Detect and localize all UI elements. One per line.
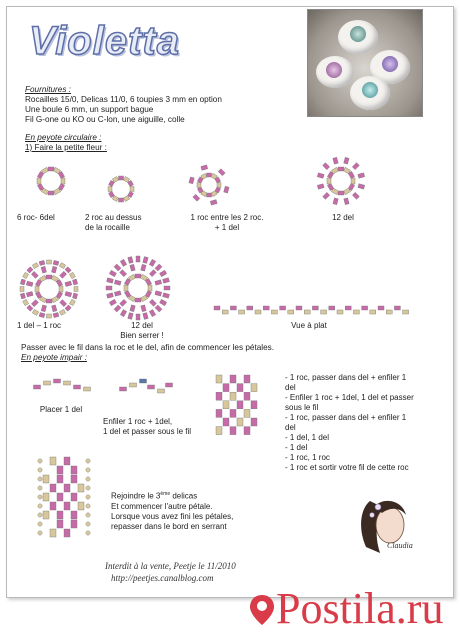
pattern-sheet (6, 6, 454, 598)
ring-diagram-6 (105, 255, 171, 321)
bead (216, 375, 222, 383)
bead (84, 387, 91, 391)
bead (78, 502, 84, 510)
caption-step-1: 6 roc- 6del (17, 213, 55, 222)
bead (114, 291, 121, 296)
bead (51, 305, 56, 312)
bead (26, 281, 33, 286)
instruction-text: Passer avec le fil dans la roc et le del, afin de commencer les pétales. (21, 343, 275, 352)
bead (64, 381, 71, 385)
bead (312, 306, 318, 310)
bead (38, 522, 42, 526)
bead (135, 298, 141, 302)
bead (50, 502, 56, 510)
bead (64, 484, 70, 492)
bead (38, 468, 42, 472)
ring-diagram-3 (187, 163, 231, 207)
place-del-diagram (31, 375, 93, 395)
caption-step-3: 1 roc entre les 2 roc. + 1 del (190, 213, 264, 232)
full-petal-diagram (37, 455, 91, 539)
bead (230, 392, 236, 400)
bead (164, 286, 170, 290)
join-line: repasser dans le bord en serrant (111, 521, 227, 531)
pin-icon (248, 593, 276, 627)
bead (50, 457, 56, 465)
bead (155, 264, 162, 271)
join-line: Lorsque vous avez fini les pétales, (111, 511, 234, 521)
bead (69, 299, 75, 305)
bead (54, 379, 61, 383)
bead (216, 409, 222, 417)
step-item: - 1 roc, 1 roc (285, 453, 330, 462)
bead (61, 178, 65, 184)
thread-diagram (117, 375, 173, 397)
bead (71, 511, 77, 519)
bead (34, 385, 41, 389)
bead (60, 300, 67, 307)
bead (86, 522, 90, 526)
bead (50, 529, 56, 537)
bead (135, 274, 141, 278)
bead (141, 264, 146, 271)
bead (53, 313, 59, 318)
bead (65, 267, 71, 273)
bead (323, 192, 330, 199)
join-pre: Rejoindre le 3 (111, 491, 161, 501)
bead (120, 270, 127, 277)
supplies-line: Rocailles 15/0, Delicas 11/0, 6 toupies 3 mm en option (25, 95, 222, 104)
bead (73, 293, 78, 299)
bead (57, 511, 63, 519)
bead (149, 259, 155, 266)
circular-heading: En peyote circulaire : (25, 133, 102, 142)
bead (149, 270, 156, 277)
ring-diagram-1 (33, 163, 69, 199)
bead (74, 287, 78, 292)
bead (57, 493, 63, 501)
bead (114, 264, 121, 271)
bead (224, 186, 229, 193)
bead (352, 163, 359, 170)
bead (114, 280, 121, 285)
odd-peyote-heading: En peyote impair : (21, 353, 87, 362)
bead (38, 531, 42, 535)
bead (38, 486, 42, 490)
flat-view-diagram (213, 303, 413, 317)
bead (57, 520, 63, 528)
bead (344, 157, 349, 164)
bead (71, 466, 77, 474)
bead (345, 306, 351, 310)
bead (237, 418, 243, 426)
postila-watermark (248, 583, 443, 634)
supplies-line: Fil G-one ou KO ou C-lon, une aiguille, colle (25, 115, 185, 124)
bead (338, 167, 344, 171)
join-post: delicas (170, 491, 198, 501)
bead (239, 310, 245, 314)
bead (149, 310, 155, 317)
bead (271, 310, 277, 314)
bead (32, 309, 38, 315)
bead (244, 427, 250, 435)
footer-notice: Interdit à la vente, Peetje le 11/2010 (105, 561, 236, 571)
caption-step-5: 1 del – 1 roc (17, 321, 62, 330)
bead (57, 466, 63, 474)
bead (86, 459, 90, 463)
circular-subheading: 1) Faire la petite fleur : (25, 143, 107, 152)
bead (327, 178, 331, 184)
bead (255, 310, 261, 314)
bead (130, 187, 134, 192)
bead (60, 271, 67, 278)
ring-diagram-4 (315, 155, 367, 207)
bead (71, 520, 77, 528)
bead (38, 477, 42, 481)
bead (344, 198, 349, 205)
bead (128, 313, 133, 320)
bead (38, 495, 42, 499)
pattern-title: Violetta (29, 19, 180, 63)
bead (337, 310, 343, 314)
bead (20, 293, 25, 299)
bead (50, 484, 56, 492)
bead (244, 392, 250, 400)
bead (120, 259, 126, 266)
bead (65, 281, 72, 286)
bead (230, 375, 236, 383)
bead (38, 513, 42, 517)
caption-step-6: 12 del Bien serrer ! (120, 321, 164, 340)
bead (251, 384, 257, 392)
bead (64, 457, 70, 465)
bead (136, 314, 140, 320)
bead (216, 392, 222, 400)
bead (46, 275, 52, 279)
bead (120, 310, 126, 317)
bead (59, 309, 65, 315)
supplies-line: Une boule 6 mm, un support bague (25, 105, 154, 114)
bead (351, 178, 355, 184)
product-photo (307, 9, 423, 117)
bead (41, 305, 46, 312)
ring-diagram-2 (103, 171, 139, 207)
bead (31, 271, 38, 278)
bead (65, 291, 72, 296)
bead (329, 306, 335, 310)
bead (207, 173, 212, 177)
bead (43, 493, 49, 501)
bead (39, 260, 45, 265)
join-sup: ème (160, 491, 171, 497)
bead (214, 306, 220, 310)
bead (47, 314, 52, 318)
bead (114, 305, 121, 312)
bead (160, 270, 167, 276)
bead (43, 511, 49, 519)
bead (280, 306, 286, 310)
bead (338, 191, 344, 195)
bead (222, 310, 228, 314)
bead (317, 184, 324, 189)
caption-thread: Enfiler 1 roc + 1del, 1 del et passer sous le fil (103, 417, 192, 436)
bead (48, 167, 54, 171)
bead (244, 409, 250, 417)
bead (48, 191, 54, 195)
step-item: - 1 roc, passer dans del + enfiler 1 del (285, 413, 407, 432)
bead (158, 389, 165, 393)
bead (353, 310, 359, 314)
bead (73, 279, 78, 285)
bead (141, 305, 146, 312)
bead (27, 267, 33, 273)
bead (136, 256, 140, 262)
bead (41, 266, 46, 273)
step-item: - 1 del (285, 443, 308, 452)
bead (155, 291, 162, 296)
bead (362, 306, 368, 310)
bead (86, 486, 90, 490)
bead (64, 502, 70, 510)
bead (39, 313, 45, 318)
bead (27, 305, 33, 311)
bead (86, 531, 90, 535)
join-text (111, 489, 291, 532)
signature: Claudia (387, 541, 413, 550)
bead (189, 177, 194, 184)
bead (108, 187, 112, 192)
bead (386, 310, 392, 314)
bead (65, 305, 71, 311)
bead (140, 379, 147, 383)
bead (130, 383, 137, 387)
bead (130, 305, 135, 312)
bead (23, 272, 29, 278)
bead (155, 305, 162, 312)
bead (128, 257, 133, 264)
bead (130, 264, 135, 271)
bead (120, 387, 127, 391)
step-item: - 1 roc et sortir votre fil de cette roc (285, 463, 409, 472)
bead (223, 401, 229, 409)
bead (317, 173, 324, 178)
step-item: - Enfiler 1 roc + 1del, 1 del et passer sous le fil (285, 393, 414, 412)
bead (160, 299, 167, 305)
bead (74, 385, 81, 389)
bead (59, 286, 63, 292)
bead (143, 313, 148, 320)
bead (263, 306, 269, 310)
bead (251, 401, 257, 409)
bead (155, 280, 162, 285)
bead (47, 260, 52, 264)
bead (323, 163, 330, 170)
bead (86, 468, 90, 472)
bead (106, 286, 112, 290)
bead (31, 300, 38, 307)
bead (251, 418, 257, 426)
step-list (285, 373, 415, 473)
bead (38, 504, 42, 508)
bead (230, 306, 236, 310)
bead (86, 504, 90, 508)
bead (207, 193, 212, 197)
bead (35, 286, 39, 292)
bead (358, 173, 365, 178)
ring-diagram-5 (19, 259, 79, 319)
bead (218, 169, 225, 176)
bead (370, 310, 376, 314)
bead (124, 285, 128, 291)
bead (230, 427, 236, 435)
bead (119, 198, 124, 202)
caption-step-2: 2 roc au dessus de la rocaille (85, 213, 142, 232)
bead (230, 409, 236, 417)
bead (148, 385, 155, 389)
watermark-text: Postila.ru (276, 584, 444, 633)
bead (201, 165, 208, 170)
join-line: Et commencer l'autre pétale. (111, 501, 213, 511)
bead (163, 293, 170, 298)
bead (71, 475, 77, 483)
bead (64, 529, 70, 537)
bead (38, 459, 42, 463)
bead (86, 495, 90, 499)
bead (247, 306, 253, 310)
bead (109, 270, 116, 276)
bead (86, 513, 90, 517)
bead (288, 310, 294, 314)
bead (107, 278, 114, 283)
caption-place-del: Placer 1 del (39, 405, 83, 414)
bead (223, 418, 229, 426)
step-item: - 1 del, 1 del (285, 433, 330, 442)
bead (358, 184, 365, 189)
bead (352, 192, 359, 199)
bead (120, 299, 127, 306)
bead (71, 493, 77, 501)
bead (403, 310, 409, 314)
bead (109, 299, 116, 305)
bead (394, 306, 400, 310)
bead (244, 375, 250, 383)
bead (217, 183, 221, 188)
footer-url: http://peetjes.canalblog.com (111, 573, 214, 583)
bead (119, 176, 124, 180)
bead (163, 278, 170, 283)
step-item: - 1 roc, passer dans del + enfiler 1 del (285, 373, 407, 392)
bead (23, 299, 29, 305)
caption-step-4: 12 del (332, 213, 354, 222)
bead (296, 306, 302, 310)
bead (333, 157, 338, 164)
bead (107, 293, 114, 298)
bead (20, 279, 25, 285)
bead (32, 263, 38, 269)
bead (304, 310, 310, 314)
bead (148, 285, 152, 291)
bead (26, 291, 33, 296)
petal-diagram (211, 373, 257, 439)
bead (216, 427, 222, 435)
bead (143, 257, 148, 264)
bead (210, 200, 217, 205)
bead (46, 299, 52, 303)
bead (333, 198, 338, 205)
bead (197, 183, 201, 188)
bead (20, 287, 24, 292)
bead (57, 475, 63, 483)
bead (166, 383, 173, 387)
bead (86, 477, 90, 481)
bead (59, 263, 65, 269)
bead (51, 266, 56, 273)
bead (78, 484, 84, 492)
bead (43, 475, 49, 483)
bead (149, 299, 156, 306)
bead (237, 401, 243, 409)
bead (378, 306, 384, 310)
bead (237, 384, 243, 392)
bead (37, 178, 41, 184)
bead (321, 310, 327, 314)
bead (53, 260, 59, 265)
caption-flat-view: Vue à plat (291, 321, 327, 330)
supplies-heading: Fournitures : (25, 85, 71, 94)
bead (69, 272, 75, 278)
bead (44, 381, 51, 385)
bead (193, 194, 200, 201)
bead (223, 384, 229, 392)
